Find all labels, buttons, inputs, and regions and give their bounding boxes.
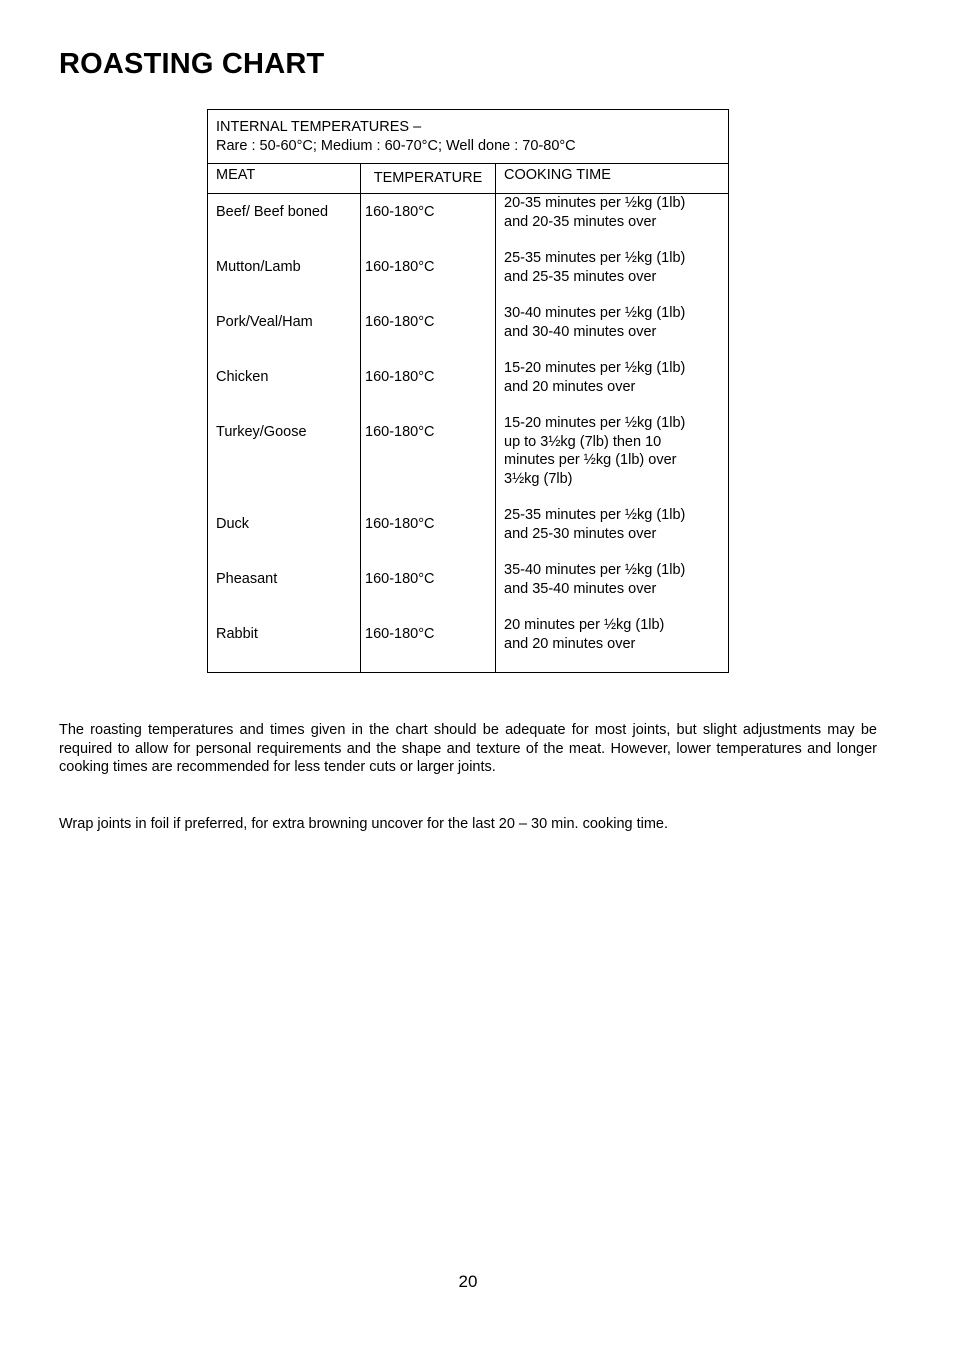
cooking-time-line: and 30-40 minutes over bbox=[504, 323, 657, 340]
cooking-time-line: 30-40 minutes per ½kg (1lb) bbox=[504, 305, 686, 321]
cooking-time-cell bbox=[496, 561, 729, 616]
cooking-time-line: 15-20 minutes per ½kg (1lb) bbox=[504, 415, 686, 431]
page-title: ROASTING CHART bbox=[59, 48, 325, 80]
cooking-time-line: 20 minutes per ½kg (1lb) bbox=[504, 617, 665, 633]
cooking-time-cell bbox=[496, 249, 729, 304]
cooking-time-cell bbox=[496, 194, 729, 250]
adjustment-note-paragraph: The roasting temperatures and times given in the chart should be adequate for most joints, but slight adjustments may be required to allow for personal requirements and the shape and texture of the meat. However, lower temperatures and longer cooking times are recommended for less tender cuts or larger joints. bbox=[59, 722, 877, 775]
column-header-meat: MEAT bbox=[208, 164, 361, 194]
internal-temperatures-row bbox=[208, 110, 729, 164]
cooking-time-line: and 20-35 minutes over bbox=[504, 213, 657, 230]
table-row bbox=[208, 359, 729, 414]
cooking-time-line: 35-40 minutes per ½kg (1lb) bbox=[504, 562, 686, 578]
meat-cell: Pork/Veal/Ham bbox=[208, 304, 361, 359]
meat-cell: Chicken bbox=[208, 359, 361, 414]
roasting-table bbox=[207, 109, 729, 673]
table-row bbox=[208, 506, 729, 561]
cooking-time-line: 15-20 minutes per ½kg (1lb) bbox=[504, 360, 686, 376]
cooking-time-cell bbox=[496, 414, 729, 506]
column-header-temperature: TEMPERATURE bbox=[361, 164, 496, 194]
meat-cell: Rabbit bbox=[208, 616, 361, 673]
cooking-time-cell bbox=[496, 616, 729, 673]
internal-temperatures-heading: INTERNAL TEMPERATURES – bbox=[216, 119, 422, 135]
table-row bbox=[208, 616, 729, 673]
temperature-cell: 160-180°C bbox=[361, 359, 496, 414]
column-header-cooking-time: COOKING TIME bbox=[496, 164, 729, 194]
table-row bbox=[208, 249, 729, 304]
meat-cell: Mutton/Lamb bbox=[208, 249, 361, 304]
table-body bbox=[208, 194, 729, 673]
meat-cell: Duck bbox=[208, 506, 361, 561]
page-number: 20 bbox=[458, 1272, 478, 1291]
table-row bbox=[208, 414, 729, 506]
table-row bbox=[208, 561, 729, 616]
temperature-cell: 160-180°C bbox=[361, 561, 496, 616]
cooking-time-line: and 20 minutes over bbox=[504, 635, 636, 652]
meat-cell: Pheasant bbox=[208, 561, 361, 616]
cooking-time-line: 25-35 minutes per ½kg (1lb) bbox=[504, 507, 686, 523]
temperature-cell: 160-180°C bbox=[361, 194, 496, 250]
meat-cell: Turkey/Goose bbox=[208, 414, 361, 506]
cooking-time-line: and 25-35 minutes over bbox=[504, 268, 657, 285]
cooking-time-cell bbox=[496, 506, 729, 561]
table-row bbox=[208, 194, 729, 250]
temperature-cell: 160-180°C bbox=[361, 249, 496, 304]
cooking-time-cell bbox=[496, 304, 729, 359]
cooking-time-line: and 35-40 minutes over bbox=[504, 580, 657, 597]
cooking-time-line: and 20 minutes over bbox=[504, 378, 636, 395]
meat-cell: Beef/ Beef boned bbox=[208, 194, 361, 250]
temperature-cell: 160-180°C bbox=[361, 304, 496, 359]
cooking-time-line: up to 3½kg (7lb) then 10 bbox=[504, 433, 662, 450]
temperature-cell: 160-180°C bbox=[361, 616, 496, 673]
column-header-row bbox=[208, 164, 729, 194]
cooking-time-line: and 25-30 minutes over bbox=[504, 525, 657, 542]
cooking-time-line: 3½kg (7lb) bbox=[504, 470, 573, 487]
internal-temperatures-ranges: Rare : 50-60°C; Medium : 60-70°C; Well done : 70-80°C bbox=[216, 137, 576, 154]
temperature-cell: 160-180°C bbox=[361, 414, 496, 506]
cooking-time-cell bbox=[496, 359, 729, 414]
table-row bbox=[208, 304, 729, 359]
temperature-cell: 160-180°C bbox=[361, 506, 496, 561]
cooking-time-line: 20-35 minutes per ½kg (1lb) bbox=[504, 195, 686, 211]
cooking-time-line: minutes per ½kg (1lb) over bbox=[504, 452, 677, 468]
foil-wrap-paragraph: Wrap joints in foil if preferred, for extra browning uncover for the last 20 – 30 min. cooking time. bbox=[59, 816, 669, 832]
internal-temperatures-cell bbox=[208, 110, 729, 164]
cooking-time-line: 25-35 minutes per ½kg (1lb) bbox=[504, 250, 686, 266]
